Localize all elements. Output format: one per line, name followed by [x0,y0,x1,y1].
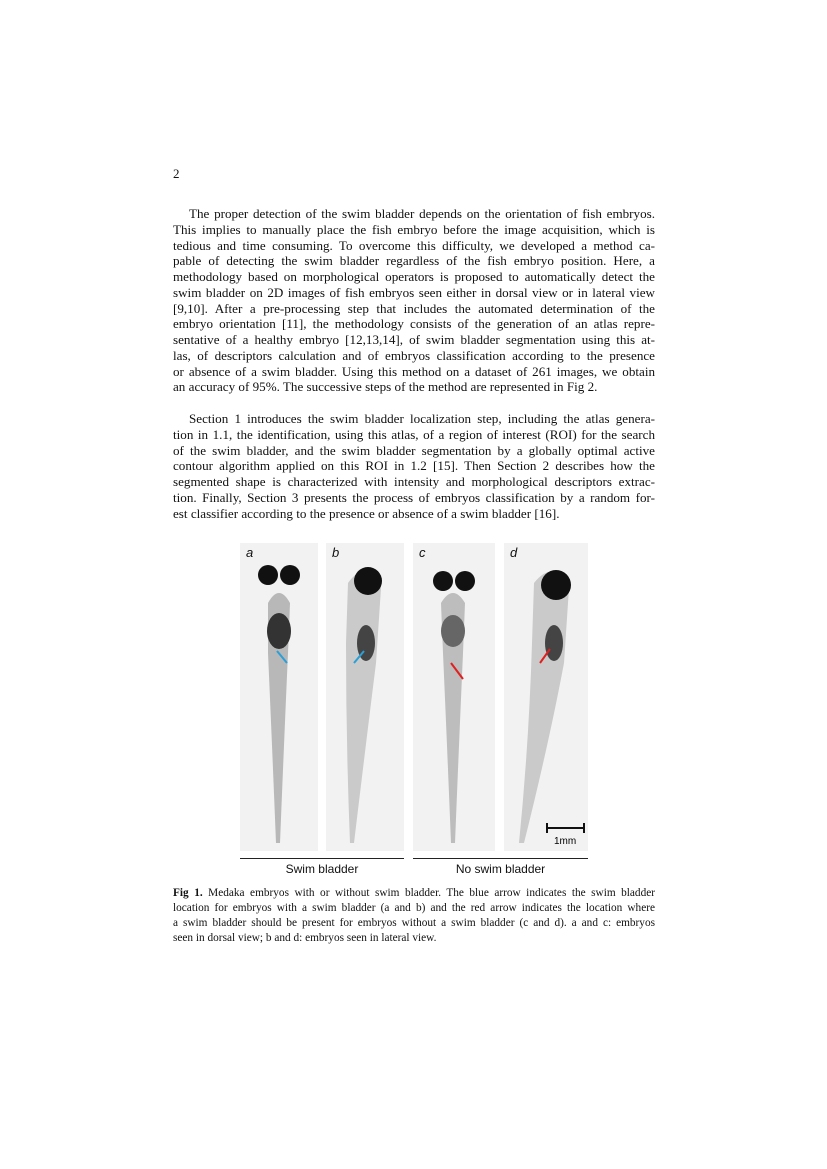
scale-bar [547,823,584,833]
group-label-swim-bladder: Swim bladder [285,862,359,876]
group-rule [413,858,588,859]
text-line: an accuracy of 95%. The successive steps of the method are represented in Fig 2. [173,379,598,395]
text-line: tion. Finally, Section 3 presents the process of embryos classification by a random for- [173,489,655,505]
embryo-image-dorsal [413,543,495,851]
panel-label: a [246,545,254,560]
text-line: est classifier according to the presence or absence of a swim bladder [16]. [173,505,560,521]
text-line: tion in 1.1, the identification, using this atlas, of a region of interest (ROI) for the search [173,426,655,442]
text-line: The proper detection of the swim bladder depends on the orientation of fish embryos. [189,206,655,221]
panel-a [240,543,318,851]
text-line: methodology based on morphological operators is proposed to automatically detect the [173,269,655,284]
embryo-image-lateral [326,543,404,851]
text-line: las, of descriptors calculation and of embryos classification according to the presence [173,347,655,363]
panel-b [326,543,404,851]
embryo-image-dorsal [240,543,318,851]
embryo-image-lateral [504,543,588,851]
text-line: Medaka embryos with or without swim bladder. The blue arrow indicates the swim bladder [202,887,655,899]
panel-label: b [332,545,340,560]
text-line: seen in dorsal view; b and d: embryos seen in lateral view. [173,932,437,944]
text-line: location for embryos with a swim bladder (a and b) and the red arrow indicates the location where [173,902,655,914]
text-line: Section 1 introduces the swim bladder localization step, including the atlas genera- [189,411,655,426]
text-line: contour algorithm applied on this ROI in 1.2 [15]. Then Section 2 describes how the [173,458,655,474]
panel-label: c [419,545,426,560]
text-line: segmented shape is characterized with intensity and morphological descriptors extrac- [173,474,655,489]
text-line: or absence of a swim bladder. Using this method on a dataset of 261 images, we obtain [173,363,655,379]
panel-d [504,543,588,851]
group-rule [240,858,404,859]
text-line: swim bladder on 2D images of fish embryos seen either in dorsal view or in lateral view [173,284,655,300]
text-line: [9,10]. After a pre-processing step that includes the automated determination of the [173,300,655,316]
group-label-no-swim-bladder: No swim bladder [455,862,546,876]
text-line: tedious and time consuming. To overcome this difficulty, we developed a method ca- [173,237,655,253]
text-line: of the swim bladder, and the swim bladder segmentation by a globally optimal active [173,442,655,458]
paragraph-2 [173,411,655,521]
panel-label: d [510,545,518,560]
scale-bar-label: 1mm [554,836,577,847]
text-line: embryo orientation [11], the methodology consists of the generation of an atlas repre- [173,316,655,332]
figure-caption [173,886,655,946]
text-line: This implies to manually place the fish embryo before the image acquisition, which is [173,221,655,237]
caption-label: Fig 1. [173,887,203,899]
paragraph-1 [173,206,655,395]
page-number: 2 [173,166,180,181]
panel-c [413,543,495,851]
text-line: sentative of a healthy embryo [12,13,14], of swim bladder segmentation using this at- [173,332,655,347]
text-line: a swim bladder should be present for embryos without a swim bladder (c and d). a and c: embryos [173,917,655,929]
text-line: pable of detecting the swim bladder regardless of the fish embryo position. Here, a [173,253,655,269]
